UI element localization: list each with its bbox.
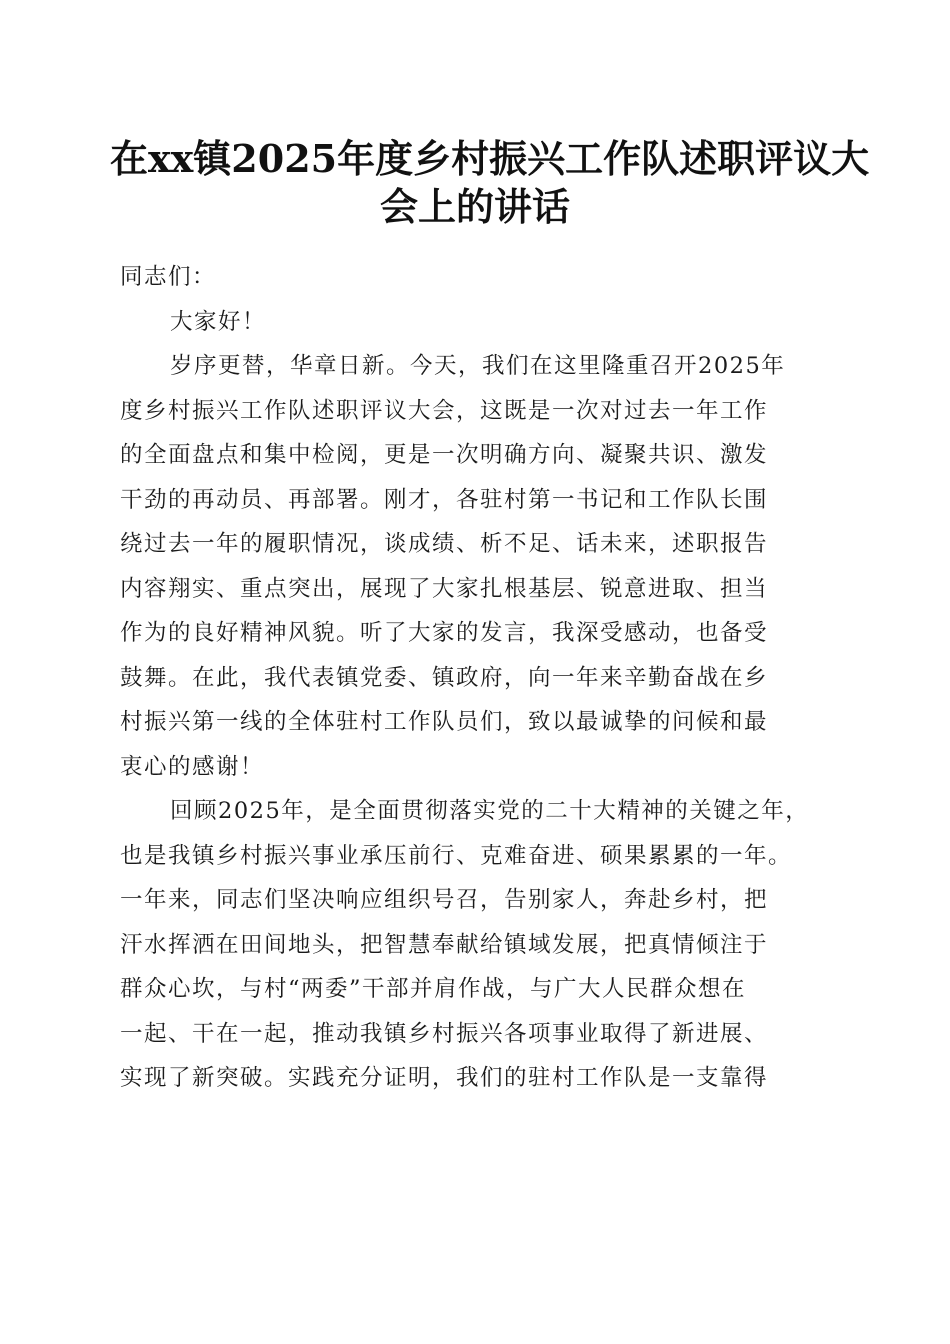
body-line: 干劲的再动员、再部署。刚才，各驻村第一书记和工作队长围 [120, 486, 769, 513]
body-line: 鼓舞。在此，我代表镇党委、镇政府，向一年来辛勤奋战在乡 [120, 664, 769, 691]
body-line: 作为的良好精神风貌。听了大家的发言，我深受感动，也备受 [120, 620, 769, 646]
body-line: 岁序更替，华章日新。今天，我们在这里隆重召开2025年 [170, 353, 786, 379]
body-line: 一起、干在一起，推动我镇乡村振兴各项事业取得了新进展、 [120, 1020, 769, 1047]
body-line: 大家好！ [170, 308, 267, 335]
body-line: 绕过去一年的履职情况，谈成绩、析不足、话未来，述职报告 [120, 531, 769, 557]
body-line: 实现了新突破。实践充分证明，我们的驻村工作队是一支靠得 [120, 1065, 769, 1091]
body-line: 度乡村振兴工作队述职评议大会，这既是一次对过去一年工作 [120, 397, 769, 424]
body-line: 村振兴第一线的全体驻村工作队员们，致以最诚挚的问候和最 [120, 709, 769, 735]
body-line: 回顾2025年，是全面贯彻落实党的二十大精神的关键之年， [170, 798, 810, 824]
body-line: 群众心坎，与村“两委”干部并肩作战，与广大人民群众想在 [120, 976, 747, 1002]
body-line: 的全面盘点和集中检阅，更是一次明确方向、凝聚共识、激发 [120, 442, 769, 468]
title-line-2: 会上的讲话 [379, 184, 570, 229]
body-line: 汗水挥洒在田间地头，把智慧奉献给镇域发展，把真情倾注于 [120, 931, 769, 958]
document-body [120, 255, 840, 1101]
title-line-1: 在xx镇2025年度乡村振兴工作队述职评议大 [110, 136, 870, 181]
body-line: 同志们： [120, 264, 217, 290]
body-line: 衷心的感谢！ [120, 753, 265, 780]
document-title [110, 135, 870, 231]
body-line: 一年来，同志们坚决响应组织号召，告别家人，奔赴乡村，把 [120, 887, 769, 913]
body-line: 内容翔实、重点突出，展现了大家扎根基层、锐意进取、担当 [120, 575, 769, 602]
body-line: 也是我镇乡村振兴事业承压前行、克难奋进、硕果累累的一年。 [120, 842, 793, 869]
